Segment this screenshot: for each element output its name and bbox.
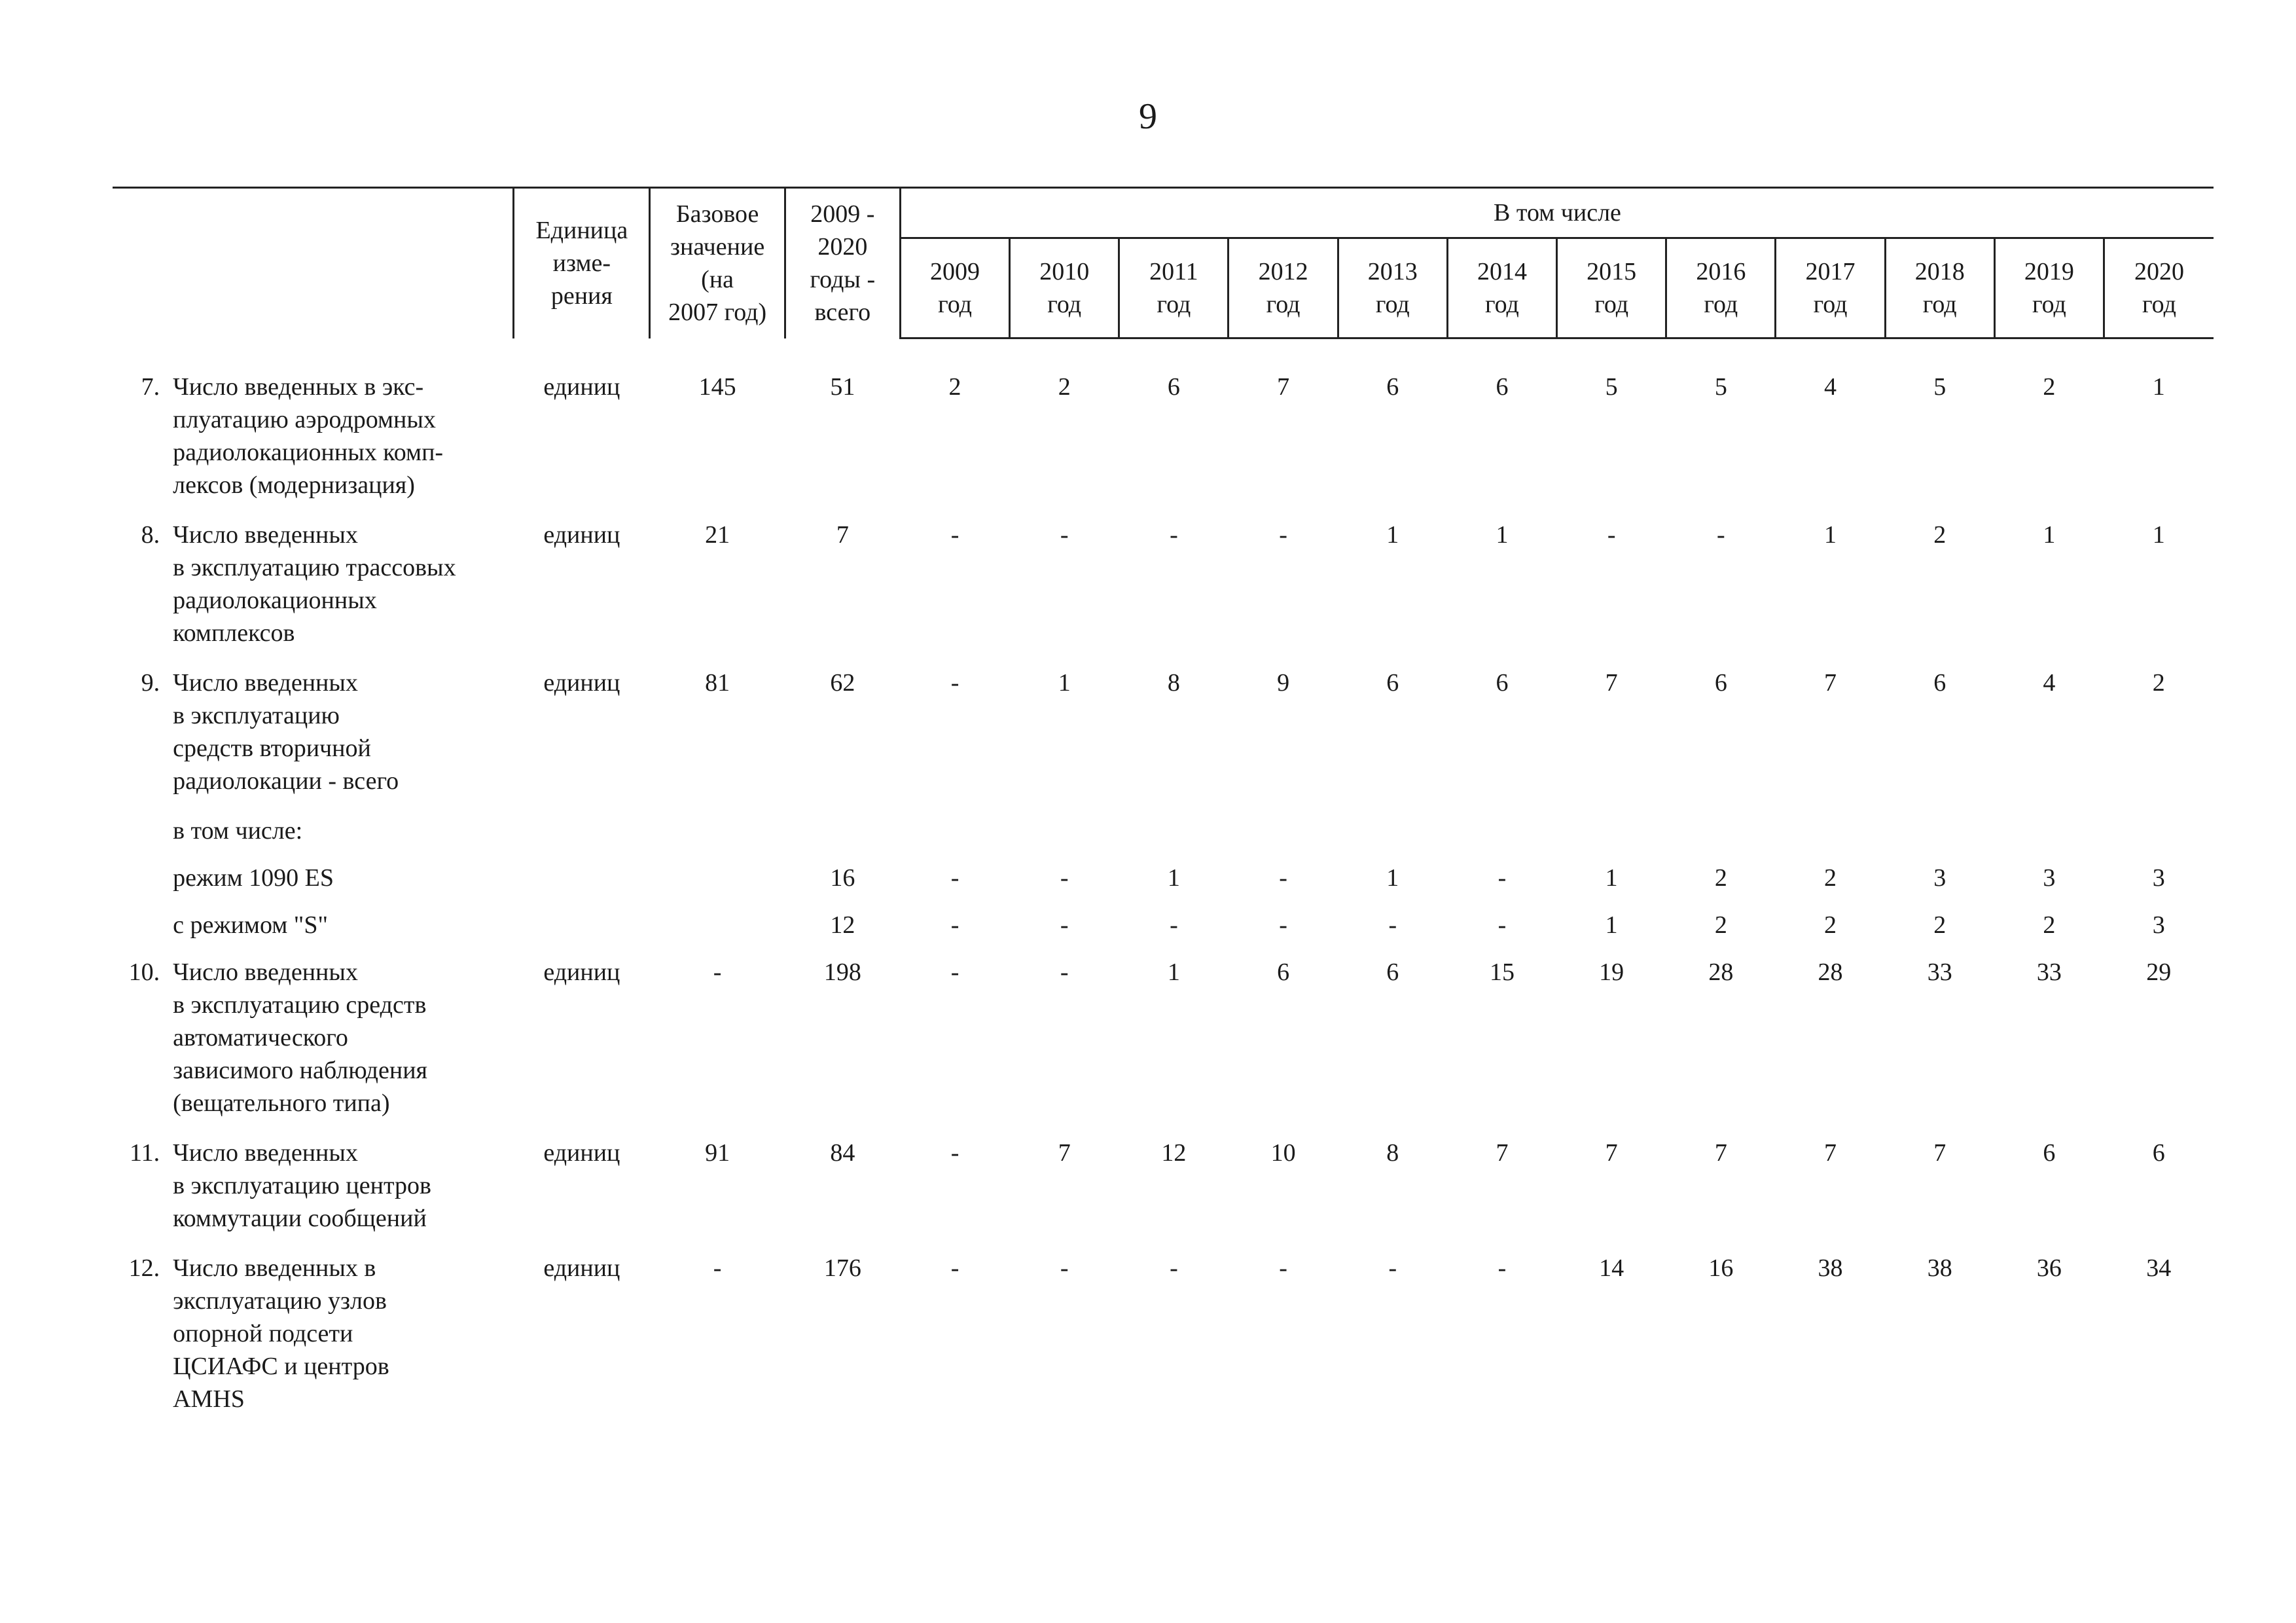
row-value-2012: 9 xyxy=(1277,669,1290,697)
indicator-name-line: режим 1090 ES xyxy=(173,864,334,892)
year-header-line: год xyxy=(1594,291,1629,318)
row-value-2018: 3 xyxy=(1933,864,1946,892)
table-row xyxy=(113,956,2214,1137)
row-value-2018: 33 xyxy=(1927,958,1952,986)
row-value-2009: - xyxy=(950,1254,960,1282)
row-value-2020: 29 xyxy=(2146,958,2172,986)
row-value-2011: - xyxy=(1170,521,1178,549)
header-line: 2007 год) xyxy=(668,299,767,327)
row-value-2016: 2 xyxy=(1714,911,1727,939)
header-unit xyxy=(514,188,650,338)
year-header-line: 2010 xyxy=(1039,258,1090,285)
row-value-2015: - xyxy=(1607,521,1616,549)
year-header-line: 2019 xyxy=(2024,258,2074,285)
row-value-2019: 4 xyxy=(2043,669,2056,697)
row-value-2017: 7 xyxy=(1824,669,1837,697)
row-value-2017: 1 xyxy=(1824,521,1837,549)
row-value-2010: 1 xyxy=(1058,669,1071,697)
row-base-value xyxy=(650,909,785,956)
row-value-2018 xyxy=(1885,814,1994,862)
row-unit xyxy=(514,862,650,909)
year-header-line: год xyxy=(1157,291,1191,318)
row-number: 8. xyxy=(141,521,160,549)
row-value-2020: 3 xyxy=(2152,911,2165,939)
row-indicator-name xyxy=(173,1252,514,1432)
year-header-2018 xyxy=(1885,238,1994,338)
row-value-2013: - xyxy=(1388,911,1397,939)
indicator-name-line: коммутации сообщений xyxy=(173,1205,427,1232)
row-value-2016: 6 xyxy=(1714,669,1727,697)
row-value-2011: - xyxy=(1170,1254,1178,1282)
row-value-2013: 8 xyxy=(1386,1139,1399,1167)
row-unit: единиц xyxy=(543,521,620,549)
row-base-value: - xyxy=(713,1254,722,1282)
row-value-2015: 19 xyxy=(1599,958,1624,986)
table-row xyxy=(113,371,2214,519)
table-header xyxy=(113,188,2214,338)
row-value-2017: 2 xyxy=(1824,864,1837,892)
indicator-name-line: плуатацию аэродромных xyxy=(173,406,436,433)
header-base-value xyxy=(650,188,785,338)
table-row xyxy=(113,519,2214,666)
table-row xyxy=(113,862,2214,909)
row-value-2020: 34 xyxy=(2146,1254,2172,1282)
row-value-2017: 4 xyxy=(1824,373,1837,401)
row-indicator-name xyxy=(173,909,514,956)
row-value-2018: 7 xyxy=(1933,1139,1946,1167)
year-header-line: 2020 xyxy=(2134,258,2184,285)
year-header-2017 xyxy=(1776,238,1885,338)
row-total: 84 xyxy=(830,1139,855,1167)
row-total: 51 xyxy=(830,373,855,401)
row-value-2011: - xyxy=(1170,911,1178,939)
indicator-name-line: в том числе: xyxy=(173,817,303,845)
row-indicator-name xyxy=(173,666,514,814)
table-body xyxy=(113,338,2214,1433)
header-total xyxy=(785,188,900,338)
row-unit: единиц xyxy=(543,1139,620,1167)
header-line: Базовое xyxy=(675,200,759,228)
header-line: 2020 xyxy=(817,233,868,261)
row-value-2015: 7 xyxy=(1605,1139,1618,1167)
row-value-2020: 6 xyxy=(2152,1139,2165,1167)
row-value-2020 xyxy=(2104,814,2214,862)
indicator-name-line: зависимого наблюдения xyxy=(173,1057,428,1084)
row-value-2014: 7 xyxy=(1496,1139,1509,1167)
header-blank-cell xyxy=(113,188,514,338)
row-value-2017: 7 xyxy=(1824,1139,1837,1167)
row-base-value: 145 xyxy=(698,373,736,401)
row-value-2011: 1 xyxy=(1167,864,1180,892)
indicator-name-line: радиолокации - всего xyxy=(173,767,399,795)
header-line: всего xyxy=(814,299,871,327)
header-line: 2009 - xyxy=(810,200,875,228)
row-base-value: 91 xyxy=(705,1139,730,1167)
header-line: рения xyxy=(550,282,613,310)
year-header-line: 2017 xyxy=(1805,258,1856,285)
header-line: Единица xyxy=(535,217,628,245)
year-header-line: 2016 xyxy=(1696,258,1746,285)
row-value-2010: 2 xyxy=(1058,373,1071,401)
row-value-2014: 6 xyxy=(1496,373,1509,401)
row-value-2017: 28 xyxy=(1818,958,1843,986)
header-line: значение xyxy=(670,233,765,261)
row-total: 198 xyxy=(823,958,861,986)
indicator-name-line: Число введенных xyxy=(173,1139,358,1167)
table-row xyxy=(113,1137,2214,1252)
year-header-line: год xyxy=(1704,291,1738,318)
indicator-name-line: AMHS xyxy=(173,1385,245,1413)
year-header-line: год xyxy=(1375,291,1410,318)
row-value-2012: - xyxy=(1279,521,1287,549)
row-number: 9. xyxy=(141,669,160,697)
indicator-name-line: ЦСИАФС и центров xyxy=(173,1353,389,1380)
row-unit xyxy=(514,909,650,956)
year-header-line: 2009 xyxy=(930,258,980,285)
row-value-2016: 2 xyxy=(1714,864,1727,892)
row-value-2013: 1 xyxy=(1386,521,1399,549)
row-unit: единиц xyxy=(543,373,620,401)
row-unit: единиц xyxy=(543,1254,620,1282)
row-value-2016: - xyxy=(1717,521,1725,549)
row-value-2013: 6 xyxy=(1386,373,1399,401)
row-value-2018: 6 xyxy=(1933,669,1946,697)
row-value-2009: - xyxy=(950,958,960,986)
indicator-name-line: опорной подсети xyxy=(173,1320,353,1347)
row-value-2015: 7 xyxy=(1605,669,1618,697)
row-value-2019: 36 xyxy=(2036,1254,2062,1282)
row-value-2020: 1 xyxy=(2152,521,2165,549)
row-value-2014: - xyxy=(1498,911,1507,939)
indicator-name-line: в эксплуатацию xyxy=(173,702,340,729)
year-header-line: 2011 xyxy=(1149,258,1198,285)
row-value-2019: 6 xyxy=(2043,1139,2056,1167)
row-value-2009: - xyxy=(950,669,960,697)
indicator-name-line: эксплуатацию узлов xyxy=(173,1287,387,1315)
row-value-2014: - xyxy=(1498,1254,1507,1282)
row-total xyxy=(785,814,900,862)
year-header-line: 2012 xyxy=(1258,258,1308,285)
row-indicator-name xyxy=(173,956,514,1137)
year-header-line: год xyxy=(1266,291,1300,318)
row-value-2009: - xyxy=(950,1139,960,1167)
row-value-2009 xyxy=(900,814,1009,862)
row-value-2017 xyxy=(1776,814,1885,862)
row-value-2009: 2 xyxy=(948,373,961,401)
indicator-name-line: Число введенных в xyxy=(173,1254,376,1282)
header-line: годы - xyxy=(810,266,876,294)
indicator-name-line: Число введенных в экс- xyxy=(173,373,424,401)
year-header-line: год xyxy=(1485,291,1519,318)
row-value-2009: - xyxy=(950,864,960,892)
header-line: изме- xyxy=(552,249,611,278)
row-number: 7. xyxy=(141,373,160,401)
row-value-2015: 1 xyxy=(1605,911,1618,939)
row-indicator-name xyxy=(173,862,514,909)
year-header-line: год xyxy=(2142,291,2176,318)
row-value-2019: 1 xyxy=(2043,521,2056,549)
year-header-2019 xyxy=(1994,238,2104,338)
indicator-name-line: Число введенных xyxy=(173,521,358,549)
year-header-2011 xyxy=(1119,238,1229,338)
row-value-2020: 2 xyxy=(2152,669,2165,697)
year-header-line: 2013 xyxy=(1367,258,1418,285)
row-value-2013: 6 xyxy=(1386,669,1399,697)
year-header-2012 xyxy=(1229,238,1338,338)
row-value-2012: 7 xyxy=(1277,373,1290,401)
row-value-2013: 6 xyxy=(1386,958,1399,986)
row-indicator-name xyxy=(173,519,514,666)
year-header-line: год xyxy=(1047,291,1082,318)
row-value-2017: 38 xyxy=(1818,1254,1843,1282)
indicators-table-wrapper xyxy=(113,187,2214,1432)
indicator-name-line: (вещательного типа) xyxy=(173,1089,390,1117)
row-value-2016: 7 xyxy=(1714,1139,1727,1167)
row-value-2019: 3 xyxy=(2043,864,2056,892)
row-base-value xyxy=(650,814,785,862)
row-value-2010: - xyxy=(1060,521,1069,549)
indicator-name-line: автоматического xyxy=(173,1024,348,1051)
row-value-2015 xyxy=(1557,814,1666,862)
table-row xyxy=(113,666,2214,814)
year-header-line: год xyxy=(2032,291,2066,318)
table-row xyxy=(113,909,2214,956)
row-total: 7 xyxy=(836,521,849,549)
indicator-name-line: в эксплуатацию средств xyxy=(173,991,427,1019)
row-value-2010: - xyxy=(1060,911,1069,939)
row-indicator-name xyxy=(173,814,514,862)
row-value-2019 xyxy=(1994,814,2104,862)
row-value-2019: 2 xyxy=(2043,373,2056,401)
year-header-line: 2015 xyxy=(1587,258,1637,285)
row-unit xyxy=(514,814,650,862)
row-base-value: - xyxy=(713,958,722,986)
row-value-2013: 1 xyxy=(1386,864,1399,892)
row-number: 10. xyxy=(128,958,160,986)
row-value-2014: 6 xyxy=(1496,669,1509,697)
year-header-2010 xyxy=(1010,238,1119,338)
row-number: 11. xyxy=(130,1139,160,1167)
row-base-value: 81 xyxy=(705,669,730,697)
year-header-2013 xyxy=(1338,238,1447,338)
row-value-2009: - xyxy=(950,521,960,549)
indicator-name-line: лексов (модернизация) xyxy=(173,471,415,499)
row-value-2014: 1 xyxy=(1496,521,1509,549)
row-value-2012: - xyxy=(1279,1254,1287,1282)
row-value-2012: - xyxy=(1279,864,1287,892)
row-value-2019: 33 xyxy=(2036,958,2062,986)
indicator-name-line: Число введенных xyxy=(173,958,358,986)
indicator-name-line: радиолокационных комп- xyxy=(173,439,444,466)
year-header-2020 xyxy=(2104,238,2214,338)
indicator-name-line: радиолокационных xyxy=(173,587,377,614)
table-row xyxy=(113,814,2214,862)
row-value-2014 xyxy=(1447,814,1556,862)
indicator-name-line: в эксплуатацию центров xyxy=(173,1172,431,1199)
header-line: (на xyxy=(701,266,734,294)
row-value-2014: - xyxy=(1498,864,1507,892)
year-header-line: 2014 xyxy=(1477,258,1527,285)
row-base-value xyxy=(650,862,785,909)
indicator-name-line: комплексов xyxy=(173,619,295,647)
row-value-2015: 5 xyxy=(1605,373,1618,401)
row-value-2017: 2 xyxy=(1824,911,1837,939)
row-unit: единиц xyxy=(543,669,620,697)
row-value-2016: 16 xyxy=(1708,1254,1734,1282)
indicator-name-line: средств вторичной xyxy=(173,735,371,762)
year-header-2009 xyxy=(900,238,1009,338)
row-value-2010 xyxy=(1010,814,1119,862)
year-header-line: год xyxy=(938,291,972,318)
row-value-2019: 2 xyxy=(2043,911,2056,939)
row-value-2016: 28 xyxy=(1708,958,1734,986)
year-header-2015 xyxy=(1557,238,1666,338)
row-number xyxy=(113,909,173,956)
row-value-2020: 3 xyxy=(2152,864,2165,892)
row-value-2010: - xyxy=(1060,864,1069,892)
indicator-name-line: в эксплуатацию трассовых xyxy=(173,554,456,581)
row-indicator-name xyxy=(173,1137,514,1252)
row-number xyxy=(113,814,173,862)
row-value-2013 xyxy=(1338,814,1447,862)
row-value-2018: 5 xyxy=(1933,373,1946,401)
row-value-2011 xyxy=(1119,814,1229,862)
row-value-2011: 1 xyxy=(1167,958,1180,986)
row-total: 176 xyxy=(823,1254,861,1282)
row-value-2020: 1 xyxy=(2152,373,2165,401)
row-value-2018: 38 xyxy=(1927,1254,1952,1282)
row-value-2013: - xyxy=(1388,1254,1397,1282)
indicator-name-line: Число введенных xyxy=(173,669,358,697)
year-header-line: год xyxy=(1922,291,1957,318)
year-header-2016 xyxy=(1666,238,1776,338)
indicator-name-line: с режимом "S" xyxy=(173,911,328,939)
row-number: 12. xyxy=(128,1254,160,1282)
row-value-2012: 6 xyxy=(1277,958,1290,986)
indicators-table xyxy=(113,187,2214,1432)
row-value-2011: 8 xyxy=(1167,669,1180,697)
row-total: 12 xyxy=(830,911,855,939)
row-value-2016 xyxy=(1666,814,1776,862)
row-value-2015: 1 xyxy=(1605,864,1618,892)
year-header-line: год xyxy=(1813,291,1848,318)
row-value-2014: 15 xyxy=(1489,958,1515,986)
row-value-2012: 10 xyxy=(1270,1139,1296,1167)
row-value-2015: 14 xyxy=(1599,1254,1624,1282)
row-value-2018: 2 xyxy=(1933,521,1946,549)
row-number xyxy=(113,862,173,909)
row-value-2010: 7 xyxy=(1058,1139,1071,1167)
header-including: В том числе xyxy=(900,188,2214,238)
row-indicator-name xyxy=(173,371,514,519)
row-value-2012 xyxy=(1229,814,1338,862)
row-unit: единиц xyxy=(543,958,620,986)
row-value-2012: - xyxy=(1279,911,1287,939)
table-row xyxy=(113,1252,2214,1432)
row-value-2011: 12 xyxy=(1161,1139,1187,1167)
page-number: 9 xyxy=(1139,96,1157,137)
row-value-2010: - xyxy=(1060,1254,1069,1282)
row-base-value: 21 xyxy=(705,521,730,549)
row-total: 16 xyxy=(830,864,855,892)
row-value-2018: 2 xyxy=(1933,911,1946,939)
row-value-2011: 6 xyxy=(1167,373,1180,401)
row-value-2009: - xyxy=(950,911,960,939)
year-header-2014 xyxy=(1447,238,1556,338)
row-value-2016: 5 xyxy=(1714,373,1727,401)
row-total: 62 xyxy=(830,669,855,697)
year-header-line: 2018 xyxy=(1914,258,1965,285)
row-value-2010: - xyxy=(1060,958,1069,986)
